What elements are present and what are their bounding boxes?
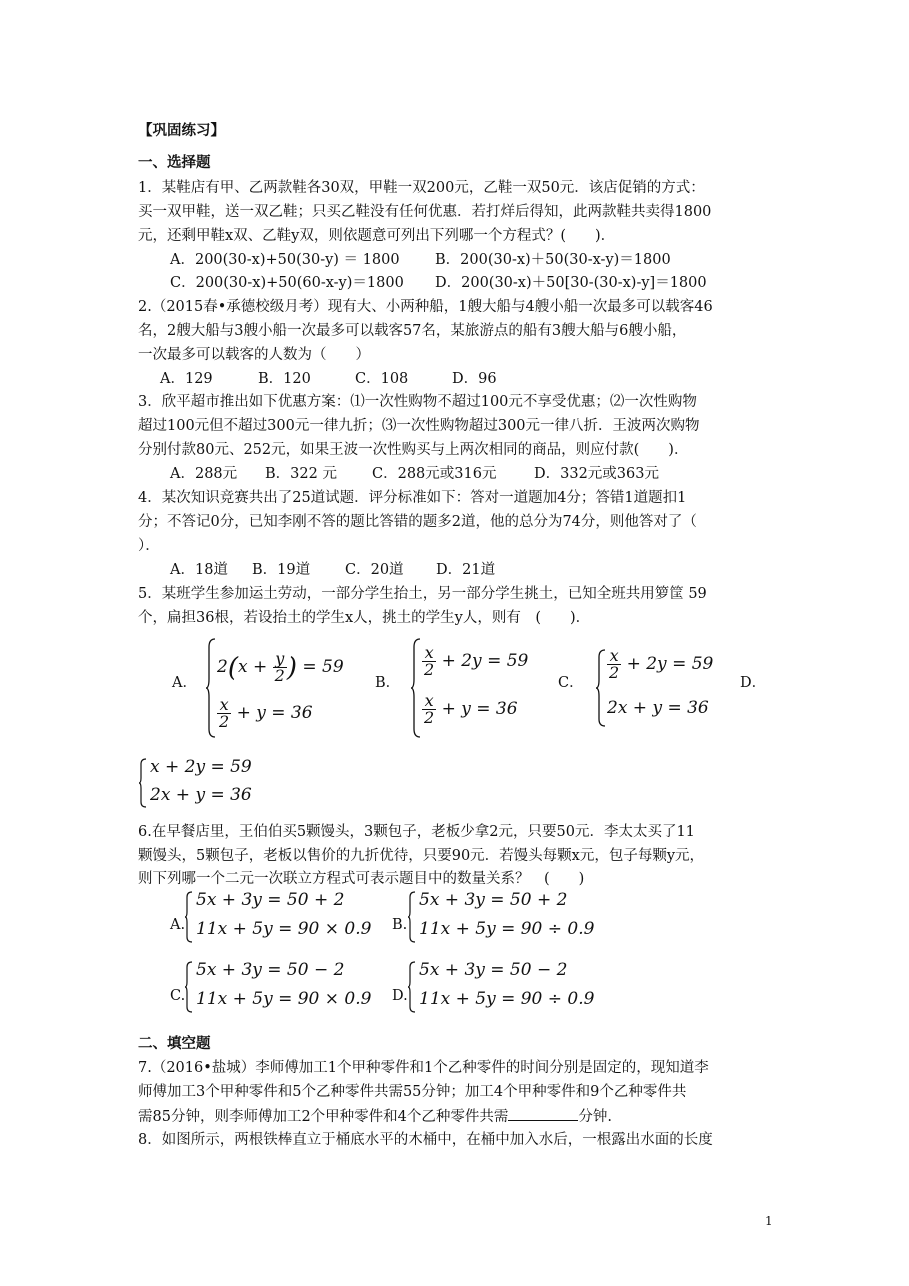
q8-line1: 8．如图所示，两根铁棒直立于桶底水平的木桶中，在桶中加入水后，一根露出水面的长度 xyxy=(138,1132,713,1148)
q3-option-c: C．288元或316元 xyxy=(372,466,497,482)
q5-c-eq2: 2x + y = 36 xyxy=(607,698,709,718)
q2-line1: 2.（2015春•承德校级月考）现有大、小两种船，1艘大船与4艘小船一次最多可以载客46 xyxy=(138,299,713,315)
left-brace-icon xyxy=(407,890,417,944)
q6-system-a xyxy=(184,890,372,944)
q6-c-eq2: 11x + 5y = 90 × 0.9 xyxy=(196,989,372,1009)
q2-option-c: C．108 xyxy=(355,371,409,387)
q2-option-b: B．120 xyxy=(258,371,311,387)
q3-line3: 分别付款80元、252元，如果王波一次性购买与上两次相同的商品，则应付款( )． xyxy=(138,442,689,458)
q6-d-eq2: 11x + 5y = 90 ÷ 0.9 xyxy=(419,989,595,1009)
q5-d-eq2: 2x + y = 36 xyxy=(150,785,252,805)
q3-option-a: A．288元 xyxy=(170,466,238,482)
q1-line2: 买一双甲鞋，送一双乙鞋；只买乙鞋没有任何优惠．若打烊后得知，此两款鞋共卖得1800 xyxy=(138,204,712,220)
q6-system-d xyxy=(407,960,595,1014)
section-fill-title: 二、填空题 xyxy=(138,1035,211,1052)
left-brace-icon xyxy=(410,637,422,739)
left-brace-icon xyxy=(138,757,148,809)
page-number: 1 xyxy=(765,1214,773,1228)
q5-label-c: C． xyxy=(558,675,584,691)
q1-option-a: A．200(30-x)+50(30-y) ＝ 1800 xyxy=(170,252,400,268)
q6-system-b xyxy=(407,890,595,944)
q2-option-d: D．96 xyxy=(452,371,497,387)
left-brace-icon xyxy=(407,960,417,1014)
q5-system-d xyxy=(138,757,258,809)
q6-line1: 6.在早餐店里，王伯伯买5颗馒头，3颗包子，老板少拿2元，只要50元．李太太买了11 xyxy=(138,824,695,840)
q5-a-eq2: $\frac{x}{2}$ + y = 36 xyxy=(219,695,313,731)
q5-a-eq1: 2(x + $\frac{y}{2}$ ) = 59 xyxy=(217,649,344,685)
q5-b-eq2: $\frac{x}{2}$ + y = 36 xyxy=(424,691,518,727)
q7-line1: 7.（2016•盐城）李师傅加工1个甲种零件和1个乙种零件的时间分别是固定的，现知道李 xyxy=(138,1060,709,1076)
q5-label-b: B． xyxy=(375,675,401,691)
q6-b-eq1: 5x + 3y = 50 + 2 xyxy=(419,890,568,910)
q1-option-d: D．200(30-x)＋50[30-(30-x)-y]＝1800 xyxy=(435,275,707,291)
q1-line3: 元，还剩甲鞋x双、乙鞋y双，则依题意可列出下列哪一个方程式？( )． xyxy=(138,228,616,244)
left-brace-icon xyxy=(184,890,194,944)
q6-label-a: A. xyxy=(170,917,186,933)
q1-line1: 1．某鞋店有甲、乙两款鞋各30双，甲鞋一双200元，乙鞋一双50元．该店促销的方式： xyxy=(138,180,705,196)
q4-line2: 分；不答记0分，已知李刚不答的题比答错的题多2道，他的总分为74分，则他答对了（ xyxy=(138,514,697,530)
q6-c-eq1: 5x + 3y = 50 − 2 xyxy=(196,960,345,980)
q6-line3: 则下列哪一个二元一次联立方程式可表示题目中的数量关系？ ( ) xyxy=(138,871,585,887)
q1-option-b: B．200(30-x)＋50(30-x-y)＝1800 xyxy=(435,252,671,268)
q5-c-eq1: $\frac{x}{2}$ + 2y = 59 xyxy=(609,646,714,682)
q4-option-b: B．19道 xyxy=(252,562,311,578)
q4-option-d: D．21道 xyxy=(436,562,496,578)
answer-blank xyxy=(508,1106,578,1121)
q4-line1: 4．某次知识竞赛共出了25道试题．评分标准如下：答对一道题加4分；答错1道题扣1 xyxy=(138,490,687,506)
exercise-heading: 【巩固练习】 xyxy=(138,122,225,139)
q3-line1: 3．欣平超市推出如下优惠方案：⑴一次性购物不超过100元不享受优惠；⑵一次性购物 xyxy=(138,394,697,410)
q5-line1: 5．某班学生参加运土劳动，一部分学生抬土，另一部分学生挑土，已知全班共用箩筐 59 xyxy=(138,586,707,602)
q5-b-eq1: $\frac{x}{2}$ + 2y = 59 xyxy=(424,643,529,679)
q2-option-a: A．129 xyxy=(160,371,213,387)
left-brace-icon xyxy=(184,960,194,1014)
q5-label-d: D． xyxy=(740,675,767,691)
q6-line2: 颗馒头，5颗包子，老板以售价的九折优待，只要90元．若馒头每颗x元，包子每颗y元， xyxy=(138,848,705,864)
q5-system-c xyxy=(595,648,715,728)
q6-b-eq2: 11x + 5y = 90 ÷ 0.9 xyxy=(419,919,595,939)
q3-option-d: D．332元或363元 xyxy=(534,466,659,482)
q7-line3: 需85分钟，则李师傅加工2个甲种零件和4个乙种零件共需 分钟. xyxy=(138,1106,612,1127)
q7-line2: 师傅加工3个甲种零件和5个乙种零件共需55分钟；加工4个甲种零件和9个乙种零件共 xyxy=(138,1084,687,1100)
section-choice-title: 一、选择题 xyxy=(138,154,211,171)
q6-system-c xyxy=(184,960,372,1014)
q1-option-c: C．200(30-x)+50(60-x-y)＝1800 xyxy=(170,275,404,291)
q2-line2: 名，2艘大船与3艘小船一次最多可以载客57名，某旅游点的船有3艘大船与6艘小船， xyxy=(138,323,687,339)
q2-line3: 一次最多可以载客的人数为（ ） xyxy=(138,347,370,363)
q5-system-b xyxy=(410,637,530,739)
q4-option-c: C．20道 xyxy=(345,562,404,578)
q5-d-eq1: x + 2y = 59 xyxy=(150,757,252,777)
q6-a-eq1: 5x + 3y = 50 + 2 xyxy=(196,890,345,910)
q4-line3: ）． xyxy=(138,538,160,554)
q5-line2: 个，扁担36根，若设抬土的学生x人，挑土的学生y人，则有 ( )． xyxy=(138,610,591,626)
left-brace-icon xyxy=(205,637,217,739)
q6-label-c: C. xyxy=(170,988,186,1004)
q5-label-a: A． xyxy=(172,675,197,691)
q6-d-eq1: 5x + 3y = 50 − 2 xyxy=(419,960,568,980)
q6-a-eq2: 11x + 5y = 90 × 0.9 xyxy=(196,919,372,939)
q5-system-a xyxy=(205,637,344,739)
q4-option-a: A．18道 xyxy=(170,562,228,578)
q6-label-b: B. xyxy=(392,917,408,933)
q3-option-b: B．322 元 xyxy=(265,466,337,482)
q3-line2: 超过100元但不超过300元一律九折；⑶一次性购物超过300元一律八折．王波两次购物 xyxy=(138,418,700,434)
left-brace-icon xyxy=(595,648,607,728)
q6-label-d: D. xyxy=(392,988,408,1004)
